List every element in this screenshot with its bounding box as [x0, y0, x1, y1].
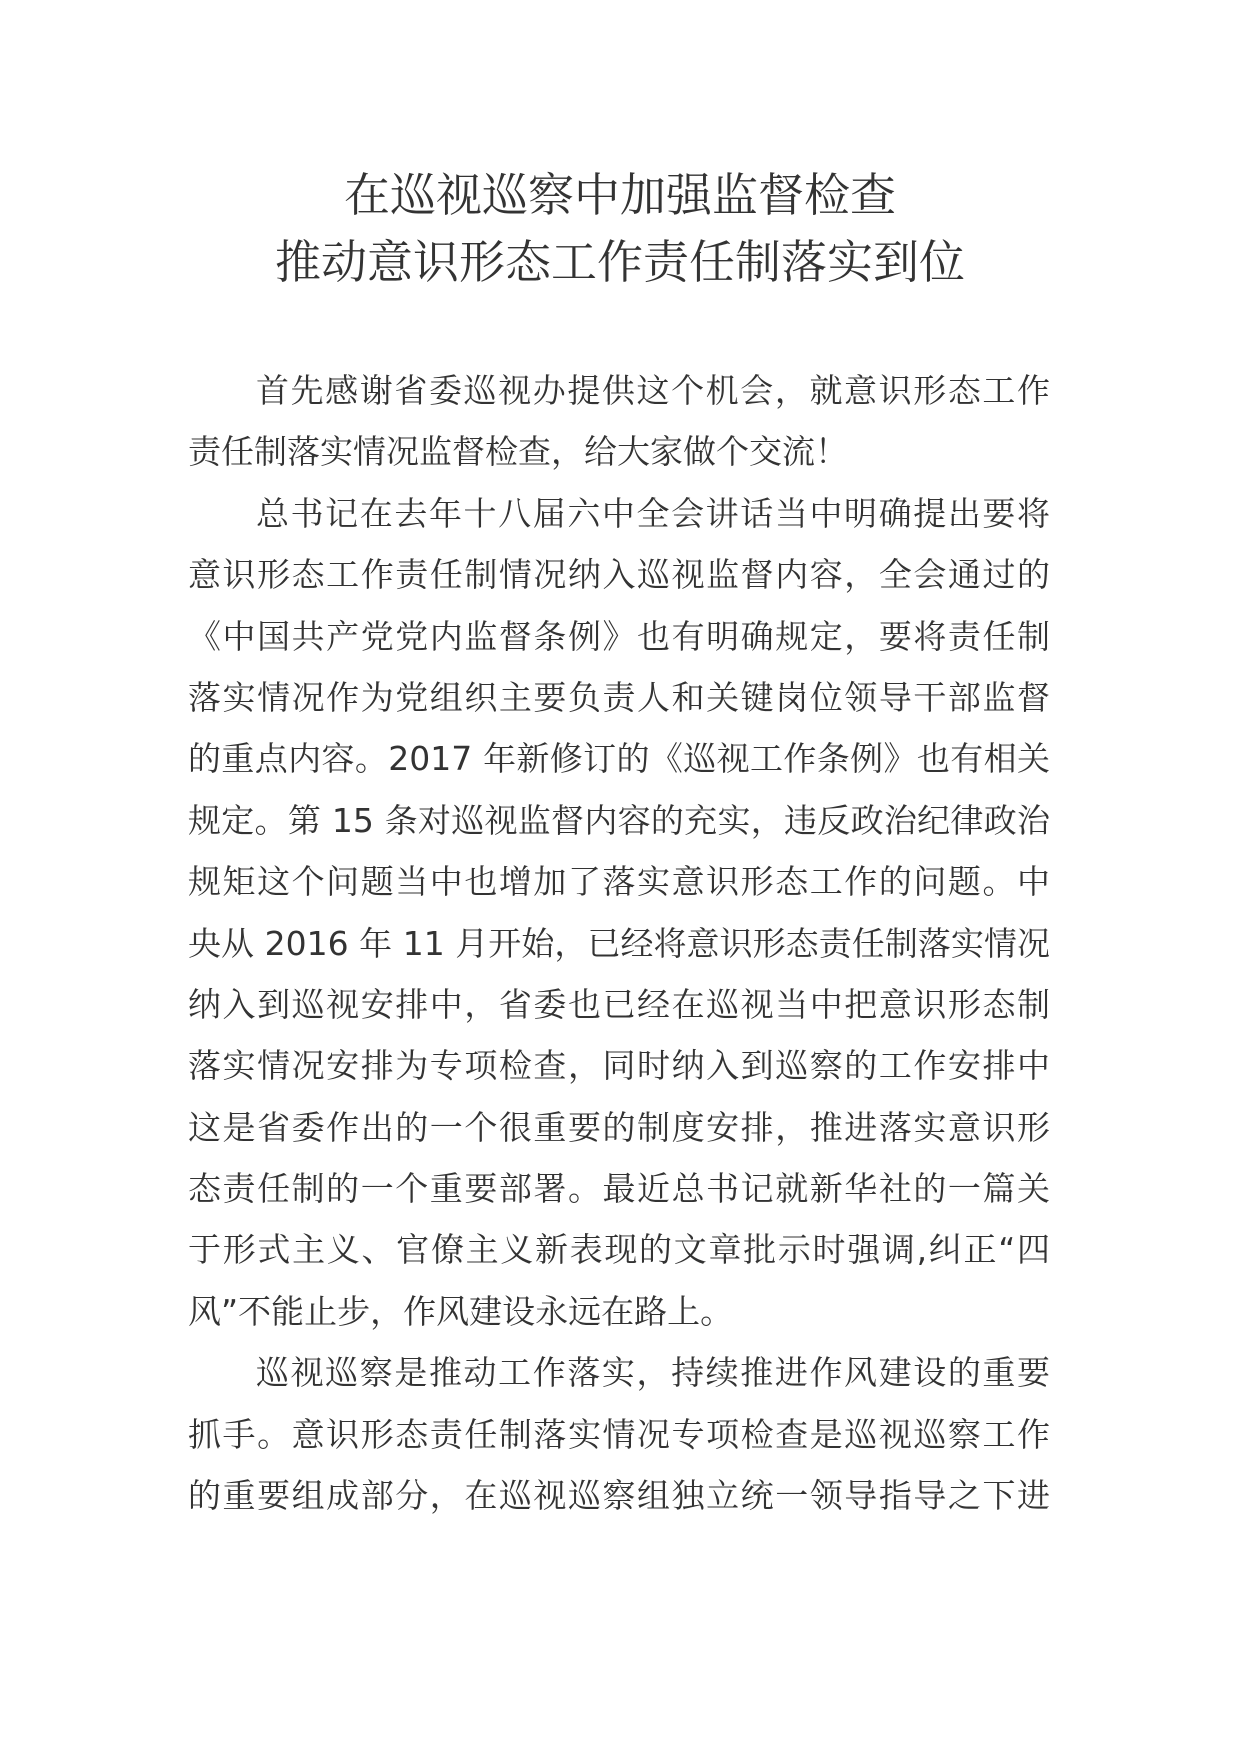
text-line: 的重要组成部分，在巡视巡察组独立统一领导指导之下进	[188, 1476, 1050, 1516]
text-line: 落实情况安排为专项检查，同时纳入到巡察的工作安排中	[188, 1046, 1050, 1086]
document-title-line-1: 在巡视巡察中加强监督检查	[344, 168, 896, 222]
text-line: 这是省委作出的一个很重要的制度安排，推进落实意识形	[188, 1107, 1050, 1147]
text-line: 风”不能止步，作风建设永远在路上。	[188, 1291, 734, 1331]
document-title-line-2: 推动意识形态工作责任制落实到位	[275, 235, 965, 289]
text-line: 于形式主义、官僚主义新表现的文章批示时强调,纠正“四	[188, 1230, 1050, 1270]
text-line: 规矩这个问题当中也增加了落实意识形态工作的问题。中	[188, 862, 1050, 902]
text-line: 总书记在去年十八届六中全会讲话当中明确提出要将	[256, 493, 1050, 533]
text-line: 首先感谢省委巡视办提供这个机会，就意识形态工作	[256, 371, 1050, 410]
text-line: 责任制落实情况监督检查，给大家做个交流！	[188, 432, 848, 472]
text-line: 抓手。意识形态责任制落实情况专项检查是巡视巡察工作	[188, 1414, 1050, 1454]
text-line: 巡视巡察是推动工作落实，持续推进作风建设的重要	[256, 1353, 1050, 1393]
document-body	[188, 360, 1050, 1526]
paragraph-2	[188, 483, 1050, 1342]
text-line: 落实情况作为党组织主要负责人和关键岗位领导干部监督	[188, 677, 1050, 717]
text-line: 规定。第 15 条对巡视监督内容的充实，违反政治纪律政治	[188, 800, 1050, 840]
text-line: 央从 2016 年 11 月开始，已经将意识形态责任制落实情况	[188, 923, 1050, 963]
paragraph-3	[188, 1342, 1050, 1526]
text-line: 态责任制的一个重要部署。最近总书记就新华社的一篇关	[188, 1169, 1050, 1209]
text-line: 《中国共产党党内监督条例》也有明确规定，要将责任制	[188, 616, 1050, 656]
text-line: 的重点内容。2017 年新修订的《巡视工作条例》也有相关	[188, 739, 1050, 779]
text-line: 意识形态工作责任制情况纳入巡视监督内容，全会通过的	[188, 555, 1050, 595]
paragraph-1	[188, 360, 1050, 483]
text-line: 纳入到巡视安排中，省委也已经在巡视当中把意识形态制	[188, 984, 1050, 1024]
